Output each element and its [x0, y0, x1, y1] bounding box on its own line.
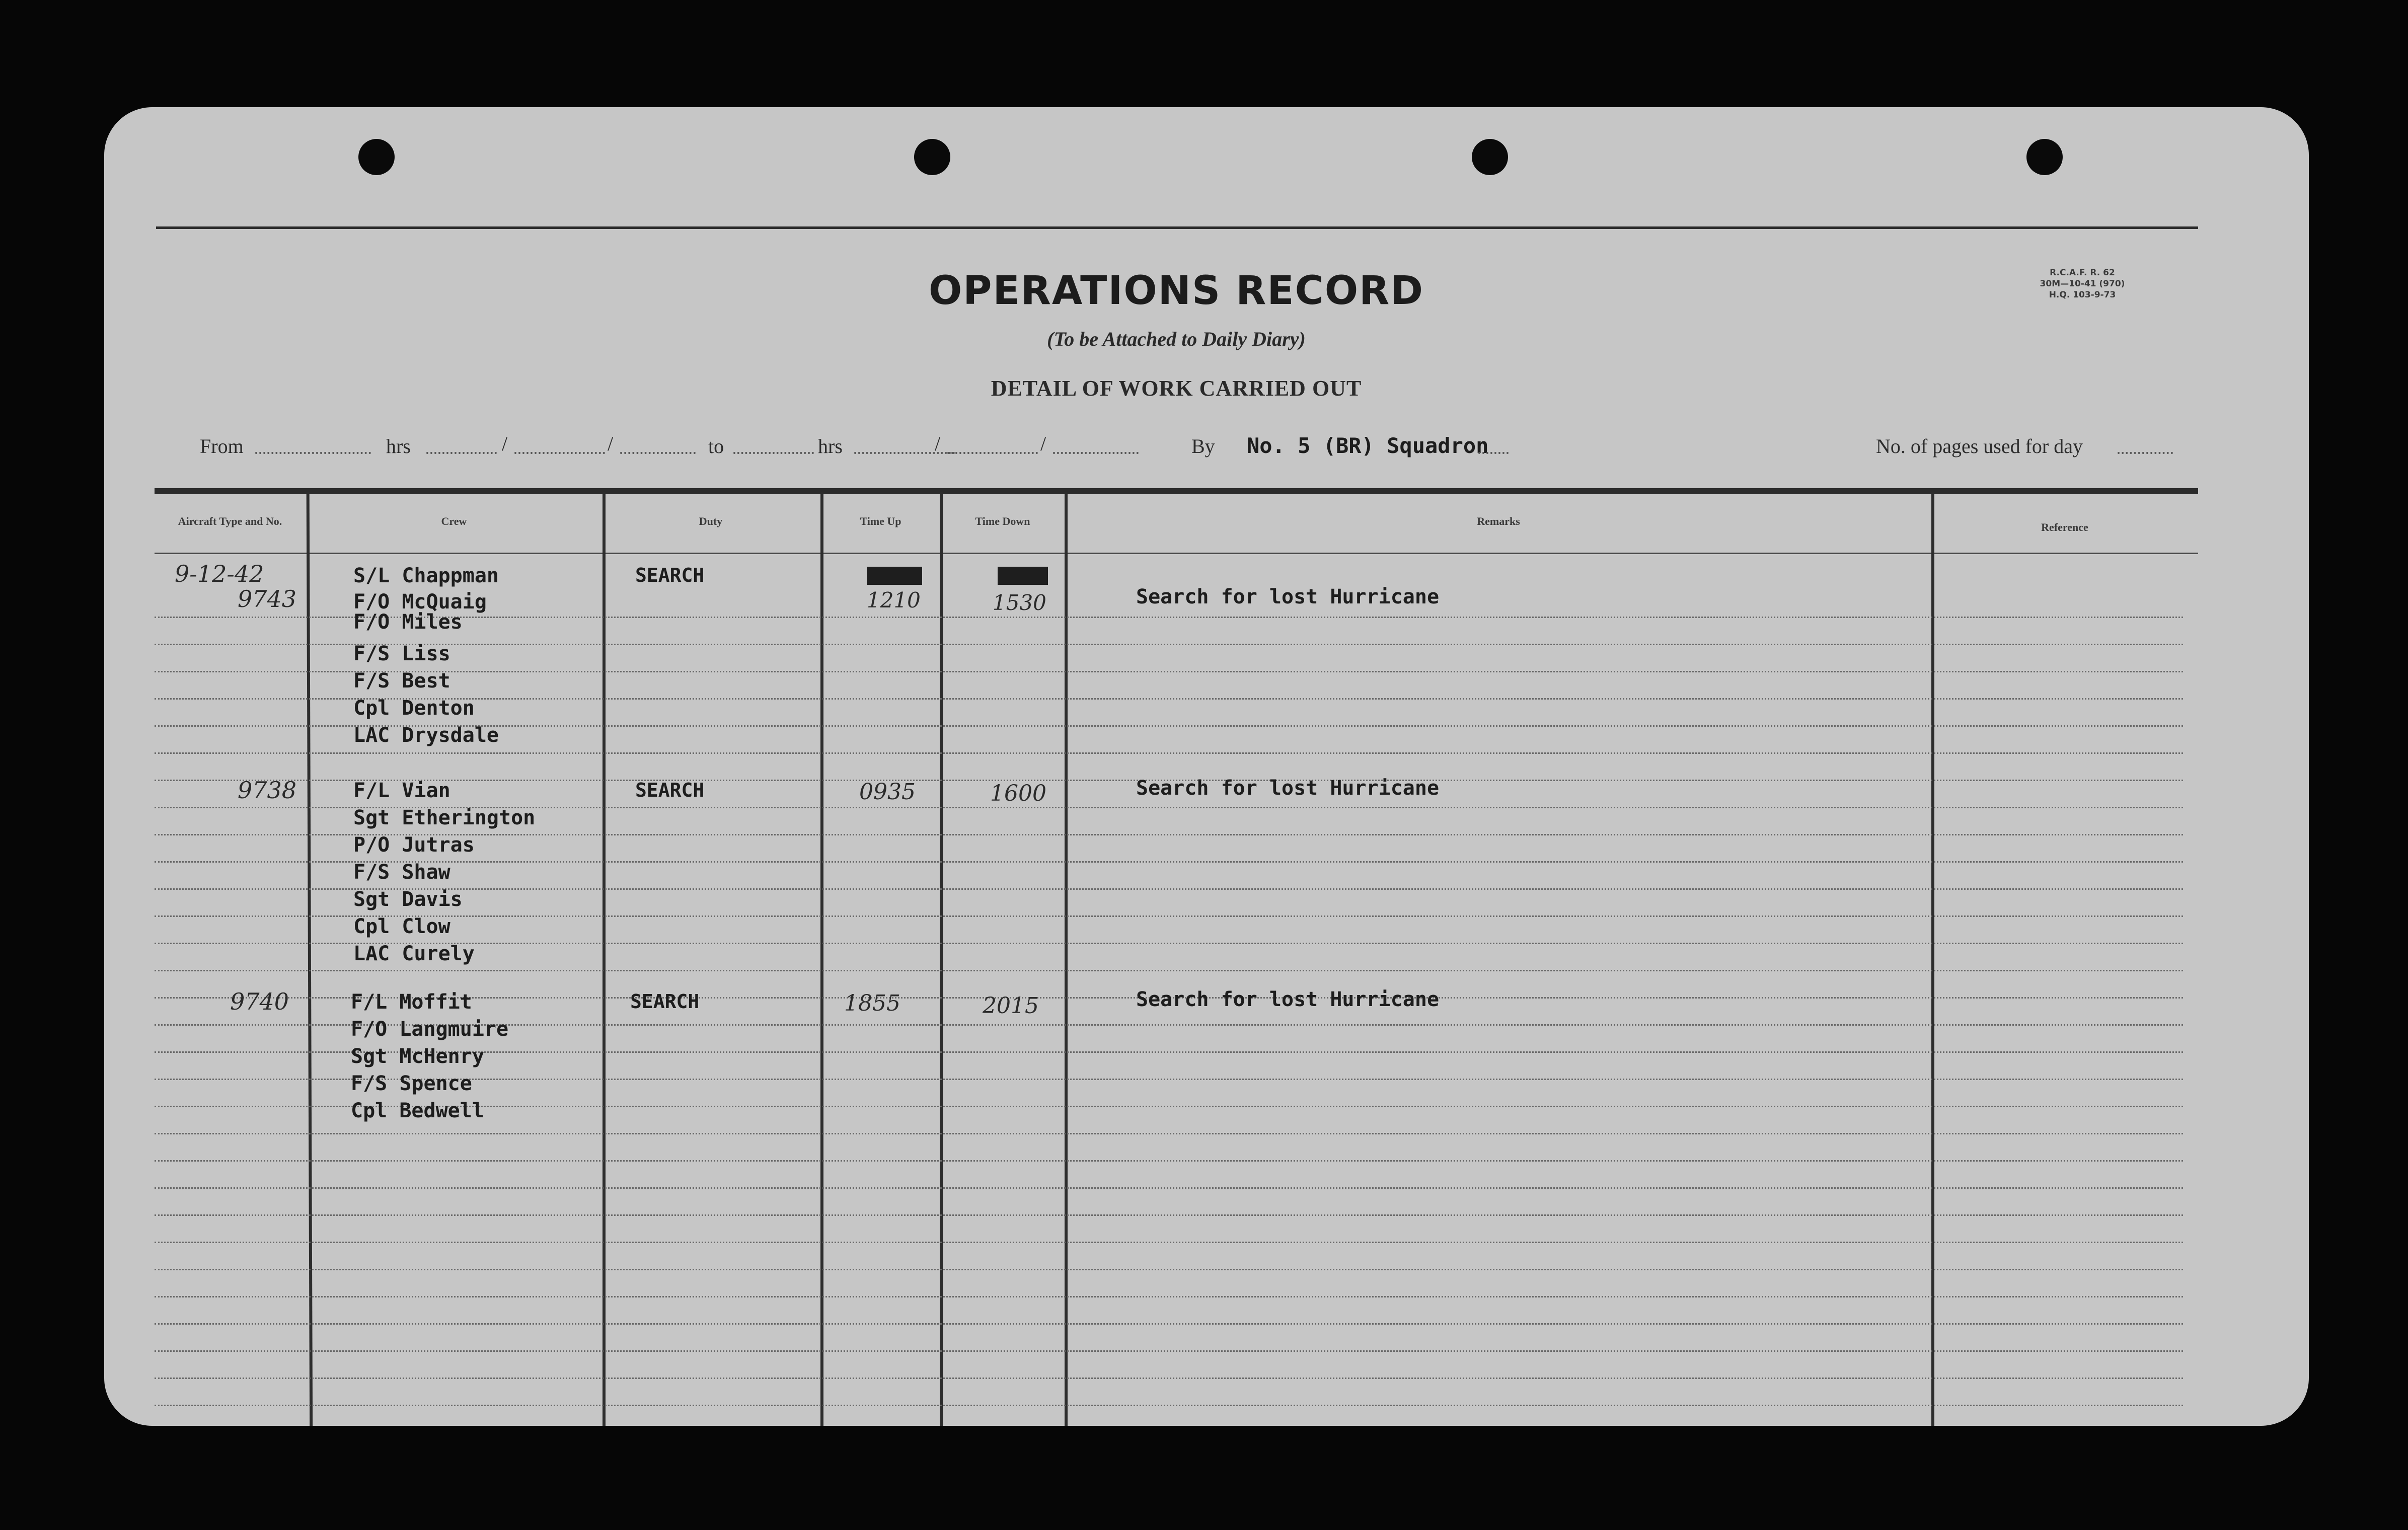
to-date-blank — [947, 452, 1038, 454]
column-divider — [1065, 492, 1068, 1426]
top-rule — [156, 226, 2198, 229]
time-down: 1600 — [990, 781, 1046, 806]
row-line — [155, 1269, 2183, 1270]
to-year-blank — [1053, 452, 1139, 454]
crew-member: Sgt Davis — [353, 888, 463, 911]
slash: / — [1040, 432, 1046, 455]
row-line — [155, 970, 2183, 971]
aircraft-number: 9740 — [230, 988, 289, 1015]
row-line — [155, 1350, 2183, 1352]
punch-hole — [914, 139, 950, 175]
slash: / — [608, 432, 614, 455]
crew-member: P/O Jutras — [353, 833, 475, 857]
aircraft-number: 9738 — [238, 777, 297, 804]
crew-member: F/O Miles — [353, 610, 463, 634]
to-blank — [733, 452, 814, 454]
entry-date: 9-12-42 — [175, 560, 264, 587]
remarks-value: Search for lost Hurricane — [1136, 988, 1440, 1011]
column-divider — [940, 492, 943, 1426]
crew-member: Cpl Bedwell — [351, 1099, 484, 1122]
from-year-blank — [620, 452, 696, 454]
row-line — [155, 861, 2183, 863]
col-aircraft: Aircraft Type and No. — [178, 515, 282, 527]
col-remarks: Remarks — [1477, 515, 1520, 527]
col-duty: Duty — [699, 515, 723, 527]
form-detail-heading: DETAIL OF WORK CARRIED OUT — [991, 376, 1362, 401]
punch-hole — [358, 139, 395, 175]
col-reference: Reference — [2041, 521, 2088, 533]
table-top-rule — [155, 488, 2198, 494]
crew-member: F/S Spence — [351, 1072, 472, 1095]
duty-value: SEARCH — [635, 564, 705, 586]
col-crew: Crew — [441, 515, 467, 527]
hrs-label: hrs — [818, 435, 843, 457]
row-line — [155, 1133, 2183, 1134]
squadron-value: No. 5 (BR) Squadron — [1247, 433, 1489, 458]
form-ref-line: 30M—10-41 (970) — [2040, 279, 2125, 289]
column-divider — [307, 492, 313, 1426]
form-reference — [2007, 267, 2158, 300]
from-date-blank — [514, 452, 605, 454]
remarks-value: Search for lost Hurricane — [1136, 777, 1440, 800]
crew-member: LAC Drysdale — [353, 724, 499, 747]
form-ref-line: H.Q. 103-9-73 — [2049, 290, 2116, 300]
time-up: 1855 — [844, 990, 900, 1016]
duty-value: SEARCH — [635, 779, 705, 801]
duty-value: SEARCH — [630, 990, 700, 1013]
to-label: to — [708, 435, 724, 457]
row-line — [155, 671, 2183, 672]
col-time-up: Time Up — [860, 515, 901, 527]
time-down: 1530 — [993, 590, 1046, 615]
punch-hole — [2026, 139, 2063, 175]
pages-label: No. of pages used for day — [1876, 435, 2083, 457]
crew-member: F/S Liss — [353, 642, 450, 665]
from-label: From — [200, 435, 244, 457]
crew-member: S/L Chappman — [353, 564, 499, 587]
row-line — [155, 1323, 2183, 1325]
row-line — [155, 1214, 2183, 1216]
aircraft-number: 9743 — [238, 585, 297, 613]
from-hrs-blank — [426, 452, 497, 454]
remarks-value: Search for lost Hurricane — [1136, 585, 1440, 608]
crew-member: Cpl Clow — [353, 915, 450, 938]
crew-member: Sgt McHenry — [351, 1045, 484, 1068]
row-line — [155, 915, 2183, 917]
column-divider — [820, 492, 823, 1426]
row-line — [155, 1160, 2183, 1162]
time-up: 1210 — [867, 588, 921, 613]
operations-record-card — [104, 107, 2309, 1426]
row-line — [155, 1405, 2183, 1406]
crew-member: F/O McQuaig — [353, 590, 487, 614]
by-blank — [1478, 452, 1509, 454]
row-line — [155, 1242, 2183, 1243]
struck-time-up — [867, 567, 922, 585]
form-subtitle: (To be Attached to Daily Diary) — [1047, 328, 1306, 350]
crew-member: F/L Vian — [353, 779, 450, 802]
form-ref-line: R.C.A.F. R. 62 — [2050, 268, 2115, 278]
crew-member: F/L Moffit — [351, 990, 472, 1014]
table-header-rule — [155, 553, 2198, 554]
crew-member: Cpl Denton — [353, 697, 475, 720]
row-line — [155, 1187, 2183, 1189]
struck-time-down — [998, 567, 1048, 585]
row-line — [155, 644, 2183, 645]
hrs-label: hrs — [386, 435, 411, 457]
col-time-down: Time Down — [975, 515, 1030, 527]
time-up: 0935 — [859, 779, 916, 805]
crew-member: F/O Langmuire — [351, 1018, 509, 1041]
row-line — [155, 752, 2183, 754]
form-title: OPERATIONS RECORD — [929, 268, 1424, 314]
crew-member: LAC Curely — [353, 942, 475, 965]
row-line — [155, 1378, 2183, 1379]
row-line — [155, 1296, 2183, 1297]
slash: / — [502, 432, 508, 455]
time-down: 2015 — [983, 993, 1039, 1019]
slash: / — [935, 432, 941, 455]
column-divider — [1931, 492, 1934, 1426]
punch-hole — [1472, 139, 1508, 175]
column-divider — [603, 492, 606, 1426]
crew-member: F/S Shaw — [353, 861, 450, 884]
pages-blank — [2118, 452, 2173, 454]
by-label: By — [1191, 435, 1215, 457]
crew-member: Sgt Etherington — [353, 806, 536, 829]
from-blank — [255, 452, 371, 454]
crew-member: F/S Best — [353, 669, 450, 693]
